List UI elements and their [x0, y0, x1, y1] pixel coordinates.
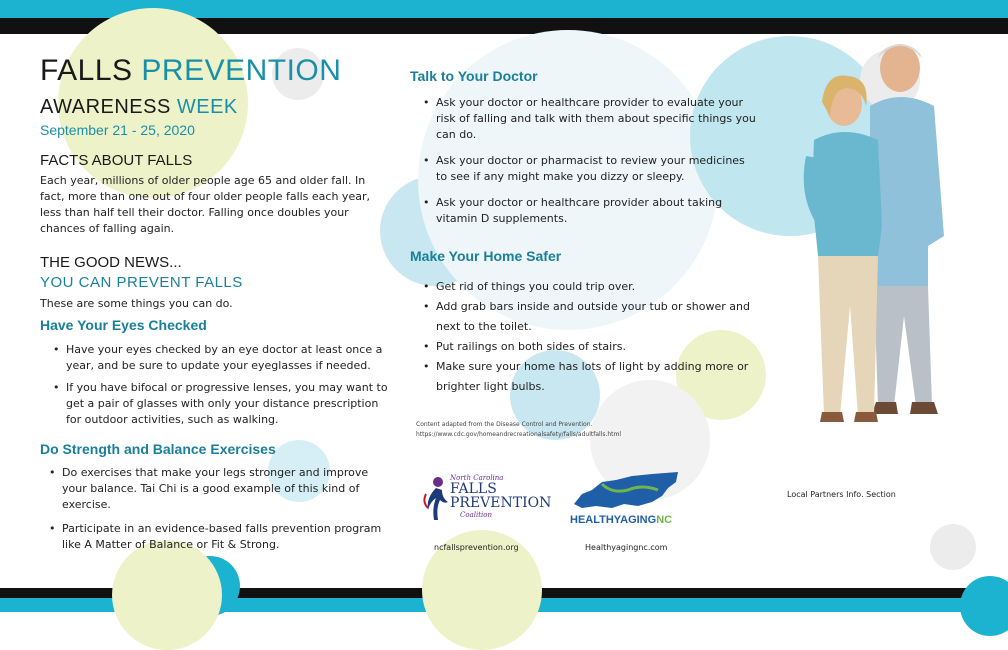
page-subtitle — [40, 96, 238, 119]
ncfp-line-1: FALLS — [450, 481, 497, 497]
exercise-list — [38, 465, 393, 553]
list-item-text: If you have bifocal or progressive lenses, you may want to get a pair of glasses with only your distance prescription for outdoor activities, such as walking. — [66, 381, 388, 426]
facts-heading: FACTS ABOUT FALLS — [40, 152, 193, 169]
bullet-icon: • — [49, 466, 56, 479]
doctor-list — [412, 95, 757, 227]
bullet-icon: • — [423, 360, 430, 373]
healthy-aging-url[interactable]: Healthyagingnc.com — [585, 543, 668, 552]
decor-circle — [930, 524, 976, 570]
figure-icon — [420, 474, 450, 524]
healthy-aging-logo — [568, 470, 688, 532]
ncfp-line-3: Coalition — [460, 511, 492, 519]
ncfp-url[interactable]: ncfallsprevention.org — [434, 543, 519, 552]
list-item — [412, 337, 757, 357]
title-part-2: PREVENTION — [141, 54, 342, 87]
list-item-text: Add grab bars inside and outside your tub or shower and next to the toilet. — [436, 300, 750, 333]
bullet-icon: • — [53, 381, 60, 394]
decor-circle — [960, 576, 1008, 636]
list-item — [38, 521, 393, 553]
doctor-heading: Talk to Your Doctor — [410, 68, 538, 84]
bullet-icon: • — [423, 96, 430, 109]
healthy-part-1: HEALTHY — [570, 514, 621, 526]
good-news-line-1: THE GOOD NEWS... — [40, 254, 182, 271]
local-partners-label: Local Partners Info. Section — [787, 490, 896, 499]
bullet-icon: • — [423, 196, 430, 209]
home-list — [412, 277, 757, 397]
bullet-icon: • — [53, 343, 60, 356]
healthy-part-2: AGING — [620, 514, 657, 526]
facts-body: Each year, millions of older people age 65 and older fall. In fact, more than one out of four older people falls each year, less than half tell their doctor. Falling once doubles your chances of falling again. — [40, 174, 370, 235]
ncfp-small: North Carolina — [450, 474, 504, 482]
ncfp-logo — [420, 474, 550, 524]
list-item — [38, 465, 393, 513]
event-date: September 21 - 25, 2020 — [40, 122, 195, 138]
list-item-text: Do exercises that make your legs stronger and improve your balance. Tai Chi is a good example of this kind of exercise. — [62, 466, 369, 511]
list-item-text: Put railings on both sides of stairs. — [436, 340, 626, 353]
source-url[interactable]: https://www.cdc.gov/homeandrecreationalsafety/falls/adultfalls.html — [416, 431, 622, 438]
bullet-icon: • — [423, 280, 430, 293]
couple-photo — [778, 36, 966, 428]
bullet-icon: • — [49, 522, 56, 535]
source-note: Content adapted from the Disease Control and Prevention. — [416, 421, 593, 428]
healthy-part-3: NC — [656, 514, 673, 526]
list-item — [412, 195, 757, 227]
list-item — [42, 342, 392, 374]
home-heading: Make Your Home Safer — [410, 248, 562, 264]
nc-map-icon — [572, 470, 680, 510]
ncfp-line-2: PREVENTION — [450, 495, 552, 511]
bullet-icon: • — [423, 340, 430, 353]
list-item — [412, 357, 757, 397]
eyes-heading: Have Your Eyes Checked — [40, 317, 207, 333]
list-item — [42, 380, 392, 428]
list-item-text: Ask your doctor or pharmacist to review your medicines to see if any might make you dizzy or sleepy. — [436, 154, 745, 183]
list-item-text: Make sure your home has lots of light by adding more or brighter light bulbs. — [436, 360, 749, 393]
list-item-text: Have your eyes checked by an eye doctor at least once a year, and be sure to update your eyeglasses if needed. — [66, 343, 383, 372]
list-item — [412, 297, 757, 337]
bullet-icon: • — [423, 154, 430, 167]
list-item-text: Participate in an evidence-based falls prevention program like A Matter of Balance or Fit & Strong. — [62, 522, 382, 551]
bullet-icon: • — [423, 300, 430, 313]
list-item-text: Get rid of things you could trip over. — [436, 280, 636, 293]
decor-circle — [112, 540, 222, 650]
eyes-list — [42, 342, 392, 428]
list-item-text: Ask your doctor or healthcare provider about taking vitamin D supplements. — [436, 196, 723, 225]
list-item — [412, 95, 757, 143]
list-item-text: Ask your doctor or healthcare provider to evaluate your risk of falling and talk with them about specific things you can do. — [436, 96, 756, 141]
healthy-aging-wordmark — [570, 514, 672, 526]
good-news-intro: These are some things you can do. — [40, 297, 233, 310]
title-part-1: FALLS — [40, 54, 142, 87]
list-item — [412, 277, 757, 297]
page-title — [40, 54, 341, 88]
subtitle-part-1: AWARENESS — [40, 96, 177, 118]
subtitle-part-2: WEEK — [176, 96, 238, 118]
good-news-line-2: YOU CAN PREVENT FALLS — [40, 274, 243, 291]
list-item — [412, 153, 757, 185]
exercise-heading: Do Strength and Balance Exercises — [40, 441, 276, 457]
